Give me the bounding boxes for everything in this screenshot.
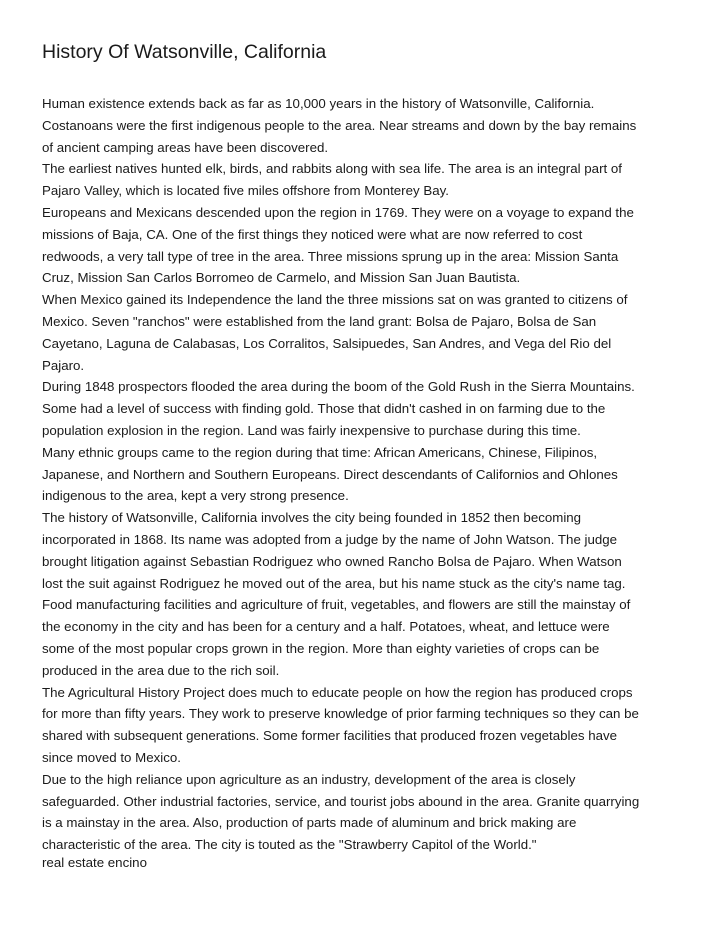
text-line: When Mexico gained its Independence the land the three missions sat on was granted to citizens of	[42, 292, 628, 308]
text-line: of ancient camping areas have been discovered.	[42, 139, 329, 155]
text-line: shared with subsequent generations. Some former facilities that produced frozen vegetables have	[42, 728, 618, 744]
text-line: Human existence extends back as far as 10,000 years in the history of Watsonville, California.	[42, 96, 595, 111]
text-line: population explosion in the region. Land was fairly inexpensive to purchase during this time.	[42, 422, 581, 438]
text-line: Cayetano, Laguna de Calabasas, Los Corralitos, Salsipuedes, San Andres, and Vega del Rio del	[42, 335, 612, 351]
text-line: Costanoans were the first indigenous people to the area. Near streams and down by the bay remains	[42, 117, 637, 133]
real-estate-link[interactable]: real estate encino	[42, 855, 147, 870]
text-line: Cruz, Mission San Carlos Borromeo de Carmelo, and Mission San Juan Bautista.	[42, 270, 521, 286]
text-line: characteristic of the area. The city is touted as the "Strawberry Capitol of the World."	[42, 837, 537, 853]
article-body	[42, 93, 702, 856]
text-line: produced in the area due to the rich soil.	[42, 662, 280, 678]
text-line: redwoods, a very tall type of tree in the area. Three missions sprung up in the area: Mission Santa	[42, 248, 619, 264]
text-line: brought litigation against Sebastian Rodriguez who owned Rancho Bolsa de Pajaro. When Watson	[42, 553, 622, 569]
text-line: Europeans and Mexicans descended upon the region in 1769. They were on a voyage to expand the	[42, 204, 634, 220]
text-line: Mexico. Seven "ranchos" were established from the land grant: Bolsa de Pajaro, Bolsa de San	[42, 313, 597, 329]
text-line: is a mainstay in the area. Also, production of parts made of aluminum and brick making are	[42, 815, 577, 831]
text-line: Food manufacturing facilities and agriculture of fruit, vegetables, and flowers are still the mainstay of	[42, 597, 631, 613]
text-line: missions of Baja, CA. One of the first things they noticed were what are now referred to cost	[42, 226, 583, 242]
text-line: for more than fifty years. They work to preserve knowledge of prior farming techniques so they can be	[42, 706, 639, 722]
text-line: The history of Watsonville, California involves the city being founded in 1852 then becoming	[42, 510, 582, 526]
text-line: since moved to Mexico.	[42, 749, 181, 765]
page-title: History Of Watsonville, California	[42, 41, 327, 63]
text-line: Japanese, and Northern and Southern Europeans. Direct descendants of Californios and Ohlones	[42, 466, 618, 482]
text-line: the economy in the city and has been for a century and a half. Potatoes, wheat, and lettuce were	[42, 619, 610, 635]
text-line: The earliest natives hunted elk, birds, and rabbits along with sea life. The area is an integral part of	[42, 161, 622, 177]
text-line: safeguarded. Other industrial factories, service, and tourist jobs abound in the area. Granite quarrying	[42, 793, 640, 809]
text-line: The Agricultural History Project does much to educate people on how the region has produced crops	[42, 684, 633, 700]
text-line: Pajaro.	[42, 357, 85, 373]
text-line: Due to the high reliance upon agriculture as an industry, development of the area is closely	[42, 771, 576, 787]
text-line: During 1848 prospectors flooded the area during the boom of the Gold Rush in the Sierra Mountains.	[42, 379, 635, 395]
text-line: Many ethnic groups came to the region during that time: African Americans, Chinese, Filipinos,	[42, 444, 598, 460]
text-line: lost the suit against Rodriguez he moved out of the area, but his name stuck as the city's name tag.	[42, 575, 626, 591]
text-line: Some had a level of success with finding gold. Those that didn't cashed in on farming due to the	[42, 401, 606, 417]
text-line: incorporated in 1868. Its name was adopted from a judge by the name of John Watson. The judge	[42, 531, 618, 547]
text-line: some of the most popular crops grown in the region. More than eighty varieties of crops can be	[42, 640, 600, 656]
text-line: Pajaro Valley, which is located five miles offshore from Monterey Bay.	[42, 183, 449, 199]
text-line: indigenous to the area, kept a very strong presence.	[42, 488, 349, 504]
